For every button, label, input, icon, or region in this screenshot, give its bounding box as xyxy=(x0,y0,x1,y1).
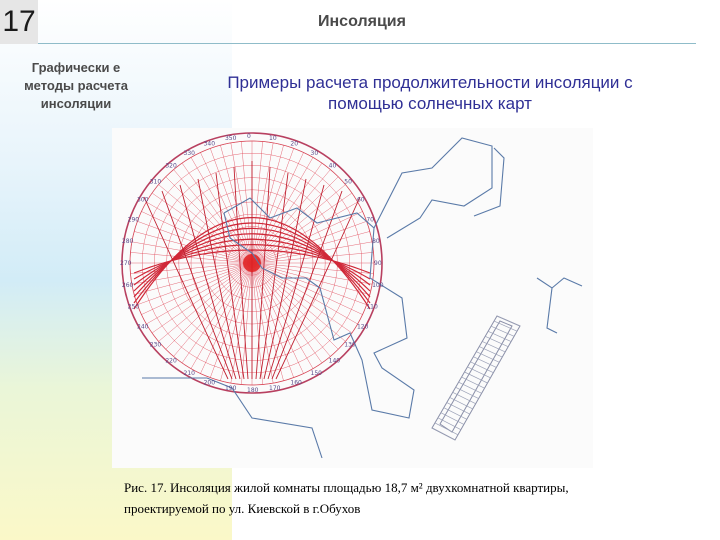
svg-text:330: 330 xyxy=(183,150,195,158)
svg-text:80: 80 xyxy=(372,237,380,245)
svg-text:210: 210 xyxy=(183,369,195,377)
svg-text:200: 200 xyxy=(203,379,216,387)
svg-text:260: 260 xyxy=(121,282,134,290)
svg-text:160: 160 xyxy=(290,379,302,387)
svg-text:120: 120 xyxy=(356,323,369,331)
svg-text:230: 230 xyxy=(149,341,162,349)
svg-text:70: 70 xyxy=(366,216,374,224)
svg-text:140: 140 xyxy=(328,357,341,365)
svg-text:0: 0 xyxy=(247,133,251,140)
svg-text:300: 300 xyxy=(137,196,149,204)
header-divider xyxy=(38,43,696,44)
svg-text:170: 170 xyxy=(269,385,281,393)
svg-text:30: 30 xyxy=(310,150,319,158)
slide-number: 17 xyxy=(0,0,38,44)
svg-text:130: 130 xyxy=(344,341,356,349)
svg-text:10: 10 xyxy=(269,134,277,142)
main-heading: Примеры расчета продолжительности инсоляции с помощью солнечных карт xyxy=(227,73,633,113)
svg-text:250: 250 xyxy=(127,303,140,311)
svg-text:340: 340 xyxy=(203,140,216,148)
svg-text:20: 20 xyxy=(290,140,299,148)
svg-text:50: 50 xyxy=(344,178,352,186)
svg-text:270: 270 xyxy=(120,260,132,267)
sun-chart-figure xyxy=(112,128,593,468)
svg-text:320: 320 xyxy=(165,162,177,170)
svg-text:60: 60 xyxy=(356,196,365,204)
figure-caption: Рис. 17. Инсоляция жилой комнаты площадью 18,7 м² двухкомнатной квартиры, проектируемой по ул. Киевской в г.Обухов xyxy=(124,480,569,516)
svg-text:220: 220 xyxy=(165,357,177,365)
sidebar-topic-text: Графически е методы расчета инсоляции xyxy=(24,60,128,111)
svg-text:310: 310 xyxy=(149,178,162,186)
svg-text:350: 350 xyxy=(224,134,237,142)
svg-text:280: 280 xyxy=(121,237,134,245)
slide-title: Инсоляция xyxy=(318,13,406,30)
svg-text:40: 40 xyxy=(328,162,337,170)
svg-text:180: 180 xyxy=(247,387,259,394)
svg-text:150: 150 xyxy=(310,369,322,377)
svg-text:90: 90 xyxy=(374,260,382,267)
svg-text:100: 100 xyxy=(372,282,384,290)
svg-text:290: 290 xyxy=(127,216,140,224)
svg-text:110: 110 xyxy=(366,303,378,311)
svg-text:190: 190 xyxy=(224,385,237,393)
svg-text:240: 240 xyxy=(137,323,149,331)
sun-chart-drawing xyxy=(112,128,593,468)
